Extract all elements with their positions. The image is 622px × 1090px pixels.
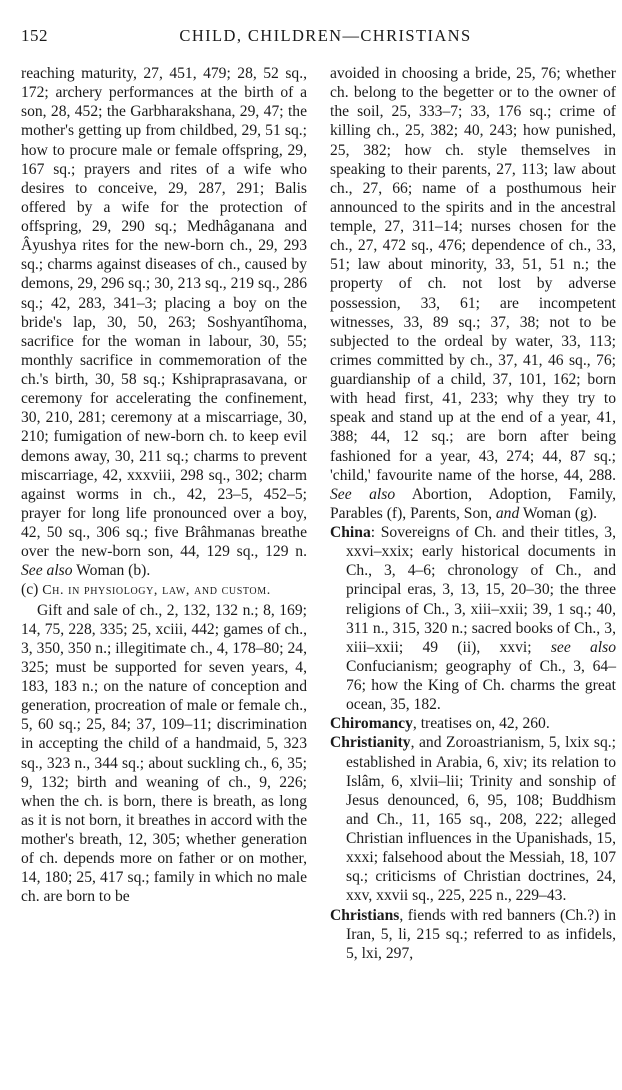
index-entry-christianity: Christianity, and Zoroastrianism, 5, lxix sq.; established in Arabia, 6, xiv; its relation to Islâm, 6, xlvii–lii; Trinity and sonship of Jesus denounced, 6, 95, 108; Buddhism and Ch., 11, 165 sq., 208, 222; alleged Christian influences in the Upanishads, 15, xxxi; falsehood about the Messiah, 18, 107 sq.; criticisms of Christian doctrines, 24, xxv, xxvii sq., 225, 225 n., 229–43. xyxy=(330,734,616,905)
index-entry-continuation: reaching maturity, 27, 451, 479; 28, 52 sq., 172; archery performances at the birth of a son, 28, 452; the Garbharakshana, 29, 47; the mother's getting up from childbed, 29, 51 sq.; how to procure male or female offspring, 29, 167 sq.; prayers and rites of a wife who desires to conceive, 29, 287, 291; Balis offered by a wife for the protection of offspring, 29, 290 sq.; Medhâganana and Âyushya rites for the new-born ch., 29, 293 sq.; charms against diseases of ch., caused by demons, 29, 296 sq.; 30, 213 sq., 219 sq., 286 sq.; 42, 283, 341–3; placing a boy on the bride's lap, 30, 50, 263; Soshyantîhoma, sacrifice for the woman in labour, 30, 55; monthly sacrifice in commemoration of the ch.'s birth, 30, 58 sq.; Kshipraprasavana, or ceremony for accelerating the confinement, 30, 210, 281; ceremony at a miscarriage, 30, 210; fumigation of new-born ch. to keep evil demons away, 30, 211 sq.; charms to prevent miscarriage, 42, xxxviii, 298 sq., 302; charm against worms in ch., 42, 23–5, 452–5; prayer for long life pronounced over a boy, 42, 50 sq., 306 sq.; five Brâhmanas breathe over the new-born son, 44, 129 sq., 129 n. See also Woman (b). xyxy=(21,65,307,580)
headword-china: China xyxy=(330,524,371,541)
page-number: 152 xyxy=(21,26,48,45)
headword-chiromancy: Chiromancy xyxy=(330,715,413,733)
running-head: CHILD, CHILDREN—CHRISTIANS xyxy=(179,26,472,45)
see-also-label: See also xyxy=(330,485,396,503)
index-entry-chiromancy: Chiromancy, treatises on, 42, 260. xyxy=(330,715,550,733)
index-columns xyxy=(21,64,616,963)
right-column xyxy=(330,64,616,963)
index-entry-continuation-right: avoided in choosing a bride, 25, 76; whether ch. belong to the begetter or to the owner of the soil, 25, 333–7; 33, 176 sq.; crime of killing ch., 25, 382; 40, 243; how punished, 25, 382; how ch. style themselves in speaking to their parents, 27, 113; law about ch., 27, 66; name of a posthumous heir announced to the spirits and in the ancestral temple, 27, 311–14; nurses chosen for the ch., 27, 472 sq., 476; dependence of ch., 33, 51; law about minority, 33, 51, 51 n.; the property of ch. not lost by adverse possession, 33, 61; are incompetent witnesses, 33, 89 sq.; 37, 38; not to be subjected to the ordeal by water, 33, 113; crimes committed by ch., 37, 41, 46 sq., 76; guardianship of a child, 37, 101, 162; born with head first, 41, 233; why they try to speak and stand up at the end of a year, 41, 388; 44, 12 sq.; are born after being fashioned for a year, 43, 274; 44, 87 sq.; 'child,' favourite name of the horse, 44, 288. See also Abortion, Adoption, Family, Parables (f), Parents, Son, and Woman (g). xyxy=(330,65,616,522)
index-entry-christians: Christians, fiends with red banners (Ch.?) in Iran, 5, li, 215 sq.; referred to as infidels, 5, lxi, 297, xyxy=(330,906,616,962)
index-entry-physiology-law: Gift and sale of ch., 2, 132, 132 n.; 8, 169; 14, 75, 228, 335; 25, xciii, 442; games of ch., 3, 350, 350 n.; illegitimate ch., 4, 178–80; 24, 325; must be supported for seven years, 4, 183, 183 n.; on the nature of conception and generation, procreation of male or female ch., 5, 60 sq.; 25, 84; 37, 109–11; discrimination in accepting the child of a handmaid, 5, 323 sq., 323 n., 344 sq.; about suckling ch., 6, 35; 9, 132; birth and weaning of ch., 9, 226; when the ch. is born, there is breath, as long as it is not born, it breathes in accord with the mother's breath, 12, 305; whether generation of ch. depends more on father or on mother, 14, 180; 25, 417 sq.; family in which no male ch. are born to be xyxy=(21,601,307,906)
left-column xyxy=(21,64,307,963)
headword-christians: Christians xyxy=(330,906,400,924)
headword-christianity: Christianity xyxy=(330,734,411,752)
see-also-label: See also xyxy=(21,562,73,580)
page-header xyxy=(21,26,610,48)
index-entry-china: China: Sovereigns of Ch. and their titles, 3, xxvi–xxix; early historical documents in Ch., 3, 4–6; chronology of Ch., and principal eras, 3, 13, 15, 20–30; the three religions of Ch., 3, xiii–xxii; 39, 1 sq.; 40, 311 n., 315, 320 n.; sacred books of Ch., 3, xiii–xxii; 49 (ii), xxvi; see also Confucianism; geography of Ch., 3, 64–76; how the King of Ch. charms the great ocean, 35, 182. xyxy=(330,524,616,714)
section-heading-c: (c) Ch. in physiology, law, and custom. xyxy=(21,581,271,599)
